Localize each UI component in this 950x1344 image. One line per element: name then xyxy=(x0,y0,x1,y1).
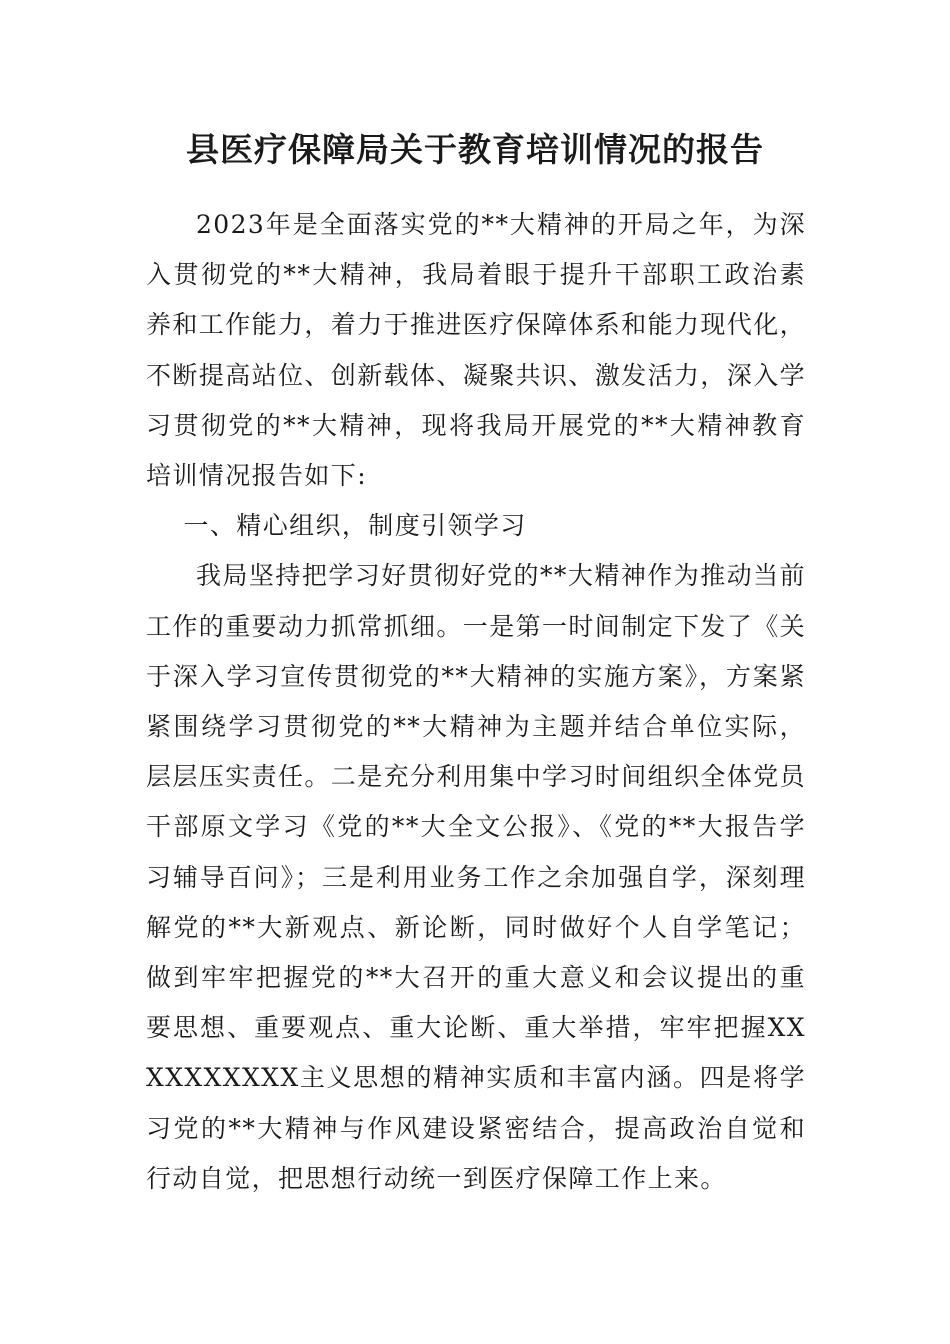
section-1-heading: 一、精心组织，制度引领学习 xyxy=(183,511,527,541)
section-1-paragraph: 我局坚持把学习好贯彻好党的**大精神作为推动当前工作的重要动力抓常抓细。一是第一时间制定下发了《关于深入学习宣传贯彻党的**大精神的实施方案》，方案紧紧围绕学习贯彻党的**大精神为主题并结合单位实际，层层压实责任。二是充分利用集中学习时间组织全体党员干部原文学习《党的**大全文公报》、《党的**大报告学习辅导百问》；三是利用业务工作之余加强自学，深刻理解党的**大新观点、新论断，同时做好个人自学笔记；做到牢牢把握党的**大召开的重大意义和会议提出的重要思想、重要观点、重大论断、重大举措，牢牢把握XXXXXXXXXX主义思想的精神实质和丰富内涵。四是将学习党的**大精神与作风建设紧密结合，提高政治自觉和行动自觉，把思想行动统一到医疗保障工作上来。 xyxy=(146,561,807,1193)
document-body xyxy=(146,200,806,1204)
document-title: 县医疗保障局关于教育培训情况的报告 xyxy=(186,130,764,169)
intro-paragraph: 2023年是全面落实党的**大精神的开局之年，为深入贯彻党的**大精神，我局着眼于提升干部职工政治素养和工作能力，着力于推进医疗保障体系和能力现代化，不断提高站位、创新载体、凝聚共识、激发活力，深入学习贯彻党的**大精神，现将我局开展党的**大精神教育培训情况报告如下: xyxy=(146,210,807,491)
